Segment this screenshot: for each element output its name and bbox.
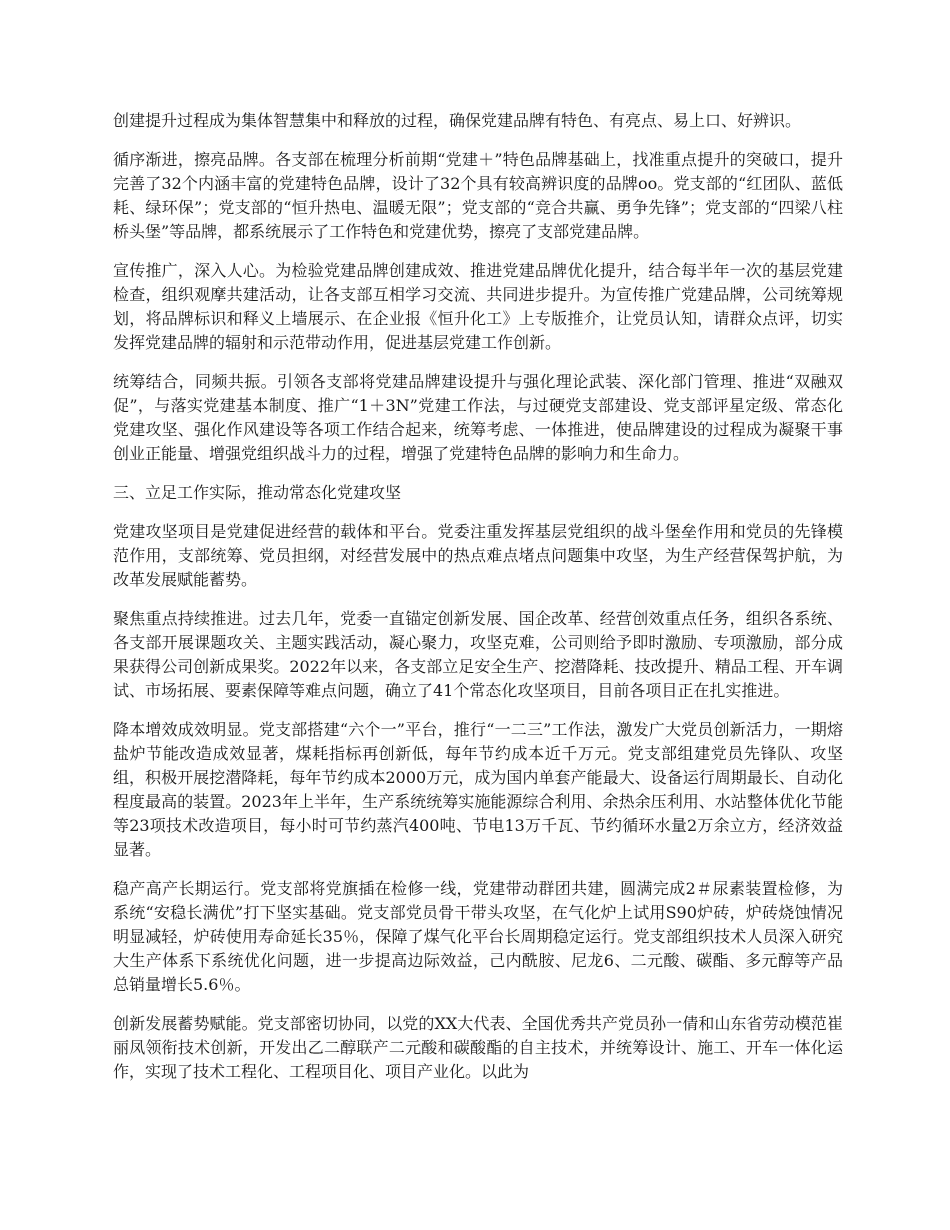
paragraph-4: 统筹结合，同频共振。引领各支部将党建品牌建设提升与强化理论武装、深化部门管理、推进“双融双促”，与落实党建基本制度、推广“1＋3N”党建工作法，与过硬党支部建设、党支部评星定级、常态化党建攻坚、强化作风建设等各项工作结合起来，统筹考虑、一体推进，使品牌建设的过程成为凝聚干事创业正能量、增强党组织战斗力的过程，增强了党建特色品牌的影响力和生命力。	[113, 372, 843, 463]
paragraph-7: 聚焦重点持续推进。过去几年，党委一直锚定创新发展、国企改革、经营创效重点任务，组织各系统、各支部开展课题攻关、主题实践活动，凝心聚力，攻坚克难，公司则给予即时激励、专项激励，部分成果获得公司创新成果奖。2022年以来，各支部立足安全生产、挖潜降耗、技改提升、精品工程、开车调试、市场拓展、要素保障等难点问题，确立了41个常态化攻坚项目，目前各项目正在扎实推进。	[113, 609, 843, 700]
paragraph-8: 降本增效成效明显。党支部搭建“六个一”平台，推行“一二三”工作法，激发广大党员创新活力，一期熔盐炉节能改造成效显著，煤耗指标再创新低，每年节约成本近千万元。党支部组建党员先锋队、攻坚组，积极开展挖潜降耗，每年节约成本2000万元，成为国内单套产能最大、设备运行周期最长、自动化程度最高的装置。2023年上半年，生产系统统筹实施能源综合利用、余热余压利用、水站整体优化节能等23项技术改造项目，每小时可节约蒸汽400吨、节电13万千瓦、节约循环水量2万余立方，经济效益显著。	[113, 720, 843, 859]
paragraph-9: 稳产高产长期运行。党支部将党旗插在检修一线，党建带动群团共建，圆满完成2＃尿素装置检修，为系统“安稳长满优”打下坚实基础。党支部党员骨干带头攻坚，在气化炉上试用S90炉砖，炉砖烧蚀情况明显减轻，炉砖使用寿命延长35％，保障了煤气化平台长周期稳定运行。党支部组织技术人员深入研究大生产体系下系统优化问题，进一步提高边际效益，己内酰胺、尼龙6、二元酸、碳酯、多元醇等产品总销量增长5.6％。	[113, 879, 843, 994]
paragraph-1: 创建提升过程成为集体智慧集中和释放的过程，确保党建品牌有特色、有亮点、易上口、好辨识。	[113, 111, 802, 130]
document-body	[113, 109, 843, 1099]
paragraph-10: 创新发展蓄势赋能。党支部密切协同，以党的XX大代表、全国优秀共产党员孙一倩和山东省劳动模范崔丽凤领衔技术创新，开发出乙二醇联产二元酸和碳酸酯的自主技术，并统筹设计、施工、开车一体化运作，实现了技术工程化、工程项目化、项目产业化。以此为	[113, 1014, 843, 1081]
paragraph-2: 循序渐进，擦亮品牌。各支部在梳理分析前期“党建＋”特色品牌基础上，找准重点提升的突破口，提升完善了32个内涵丰富的党建特色品牌，设计了32个具有较高辨识度的品牌oo。党支部的“红团队、蓝低耗、绿环保”；党支部的“恒升热电、温暖无限”；党支部的“竞合共赢、勇争先锋”；党支部的“四梁八柱桥头堡”等品牌，都系统展示了工作特色和党建优势，擦亮了支部党建品牌。	[113, 150, 843, 241]
section-heading: 三、立足工作实际，推动常态化党建攻坚	[113, 483, 402, 502]
paragraph-3: 宣传推广，深入人心。为检验党建品牌创建成效、推进党建品牌优化提升，结合每半年一次的基层党建检查，组织观摩共建活动，让各支部互相学习交流、共同进步提升。为宣传推广党建品牌，公司统筹规划，将品牌标识和释义上墙展示、在企业报《恒升化工》上专版推介，让党员认知，请群众点评，切实发挥党建品牌的辐射和示范带动作用，促进基层党建工作创新。	[113, 261, 843, 352]
paragraph-6: 党建攻坚项目是党建促进经营的载体和平台。党委注重发挥基层党组织的战斗堡垒作用和党员的先锋模范作用，支部统筹、党员担纲，对经营发展中的热点难点堵点问题集中攻坚，为生产经营保驾护航，为改革发展赋能蓄势。	[113, 522, 843, 589]
